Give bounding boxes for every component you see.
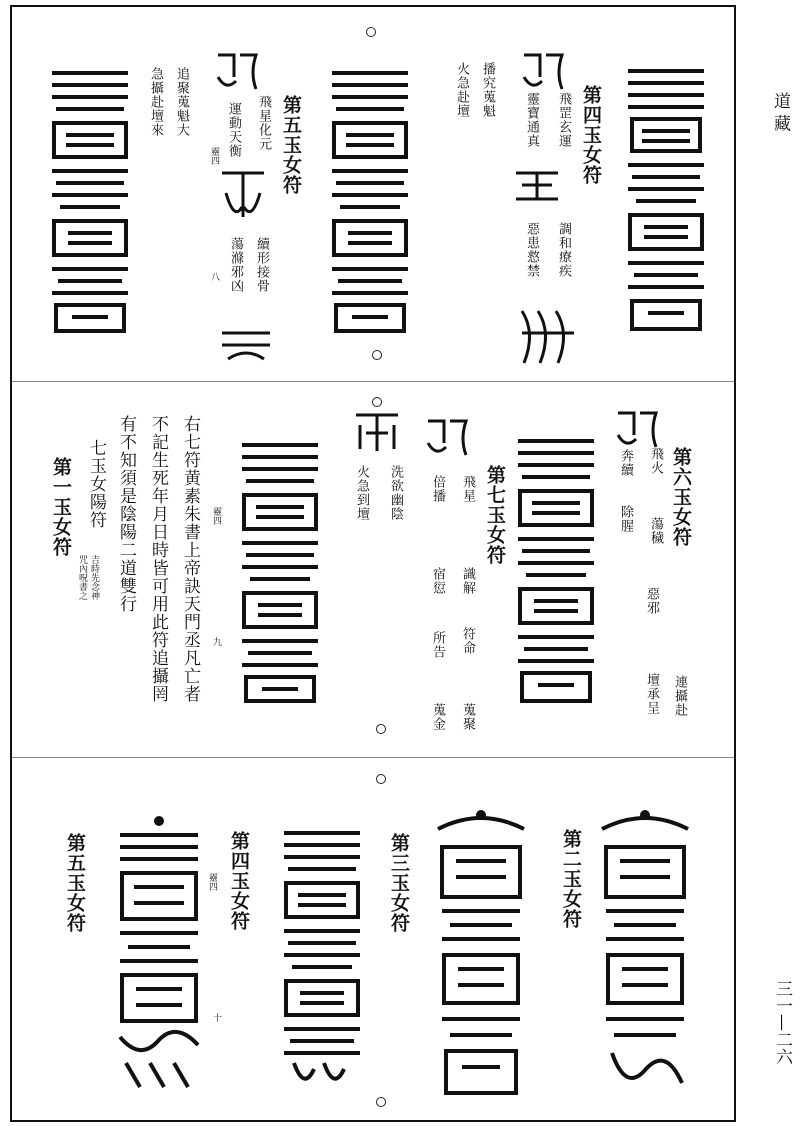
talisman-4-text-3: 調和療疾	[556, 222, 571, 278]
talisman-5-seal-glyph	[322, 59, 418, 337]
talisman-5-text-3: 續形接骨	[254, 237, 269, 293]
talisman-b4-glyph	[274, 819, 370, 1095]
talisman-4-left-text-1: 播究蒐魁	[480, 62, 495, 118]
page-frame	[10, 5, 736, 1122]
talisman-b4-title: 第四玉女符	[228, 831, 250, 931]
talisman-b3-glyph	[432, 807, 530, 1101]
talisman-4-cloud-glyph	[518, 47, 568, 97]
talisman-6-title: 第六玉女符	[670, 447, 692, 547]
binding-hole	[366, 27, 376, 37]
talisman-7-text-1: 飛星	[460, 475, 475, 503]
talisman-4-text-2: 靈寶通真	[524, 92, 539, 148]
page-mark: 八	[209, 272, 219, 281]
talisman-5-left-text-1: 追聚蒐魁大	[174, 67, 189, 137]
talisman-7-text-7: 蒐聚	[460, 703, 475, 731]
talisman-4-left-text-2: 火急赴壇	[454, 62, 469, 118]
talisman-6-cloud-glyph	[612, 405, 662, 455]
page-mark: 十	[211, 1013, 221, 1022]
talisman-6-text-6: 連攝赴	[672, 675, 687, 717]
binding-hole	[372, 397, 382, 407]
talisman-b2-glyph	[596, 807, 694, 1101]
collection-title: 道 藏	[770, 92, 790, 132]
talisman-6-text-5: 惡邪	[644, 587, 659, 615]
volume-mark: 靈四	[207, 873, 217, 891]
colophon-line-2: 不記生死年月日時皆可用此符追攝罔	[148, 415, 168, 703]
talisman-7-cloud-glyph	[422, 413, 472, 463]
colophon-note-2: 咒內呪書之	[77, 555, 87, 600]
rain-glyph	[352, 407, 402, 457]
binding-hole	[376, 774, 386, 784]
panel-divider	[12, 381, 734, 382]
talisman-5-text-1: 飛星化元	[256, 95, 271, 151]
talisman-left-seal-glyph	[42, 59, 138, 337]
talisman-4-text-1: 飛罡玄運	[556, 92, 571, 148]
talisman-7-title: 第七玉女符	[484, 465, 506, 565]
colophon-line-1: 右七符黄素朱書上帝訣天門丞凡亡者	[180, 415, 200, 703]
volume-mark: 靈四	[211, 507, 221, 525]
talisman-7-left-text-2: 火急到壇	[354, 465, 369, 521]
panel-divider	[12, 757, 734, 758]
talisman-5-tail-glyph	[218, 327, 274, 367]
binding-hole	[376, 724, 386, 734]
talisman-b5-glyph	[110, 815, 208, 1095]
talisman-5-text-2: 運動天衡	[226, 102, 241, 158]
talisman-7-text-6: 所告	[430, 631, 445, 659]
volume-mark: 靈四	[209, 147, 219, 165]
talisman-7-left-text-1: 洗欲幽陰	[388, 465, 403, 521]
binding-hole	[372, 350, 382, 360]
talisman-7-text-5: 符命	[460, 627, 475, 655]
talisman-7-text-8: 蒐金	[430, 703, 445, 731]
page-mark: 九	[211, 637, 221, 646]
talisman-b2-title: 第二玉女符	[560, 829, 582, 929]
binding-hole	[376, 1097, 386, 1107]
talisman-4-title: 第四玉女符	[580, 85, 602, 185]
page-number: 三一—二六	[772, 980, 792, 1065]
talisman-5-cloud-glyph	[212, 47, 262, 97]
talisman-5-text-4: 蕩滌邪凶	[228, 237, 243, 293]
talisman-6-text-3: 除腥	[618, 505, 633, 533]
talisman-6-text-1: 飛火	[648, 447, 663, 475]
talisman-7-seal-glyph	[232, 431, 328, 707]
talisman-4-tail-glyph	[516, 303, 578, 369]
talisman-1-title: 第一玉女符	[50, 457, 72, 557]
colophon-note-1: 吉時先念神	[89, 555, 99, 600]
talisman-6-text-2: 奔續	[618, 449, 633, 477]
talisman-b5-title: 第五玉女符	[64, 833, 86, 933]
talisman-7-text-3: 宿愆	[430, 567, 445, 595]
talisman-6-text-7: 壇承呈	[644, 673, 659, 715]
talisman-4-king-glyph	[512, 167, 562, 207]
talisman-7-text-2: 倍播	[430, 475, 445, 503]
colophon-line-4: 七玉女陽符	[86, 439, 106, 529]
colophon-line-3: 有不知須是陰陽二道雙行	[116, 415, 136, 613]
talisman-4-text-4: 惡患慦禁	[524, 222, 539, 278]
talisman-6-seal-glyph	[508, 427, 604, 707]
talisman-6-text-4: 蕩穢	[648, 517, 663, 545]
talisman-4-seal-glyph	[618, 59, 714, 337]
talisman-7-text-4: 識解	[460, 567, 475, 595]
talisman-5-mid-glyph	[218, 167, 268, 227]
talisman-5-left-text-2: 急攝赴壇來	[148, 67, 163, 137]
talisman-5-title: 第五玉女符	[280, 95, 302, 195]
talisman-b3-title: 第三玉女符	[388, 833, 410, 933]
